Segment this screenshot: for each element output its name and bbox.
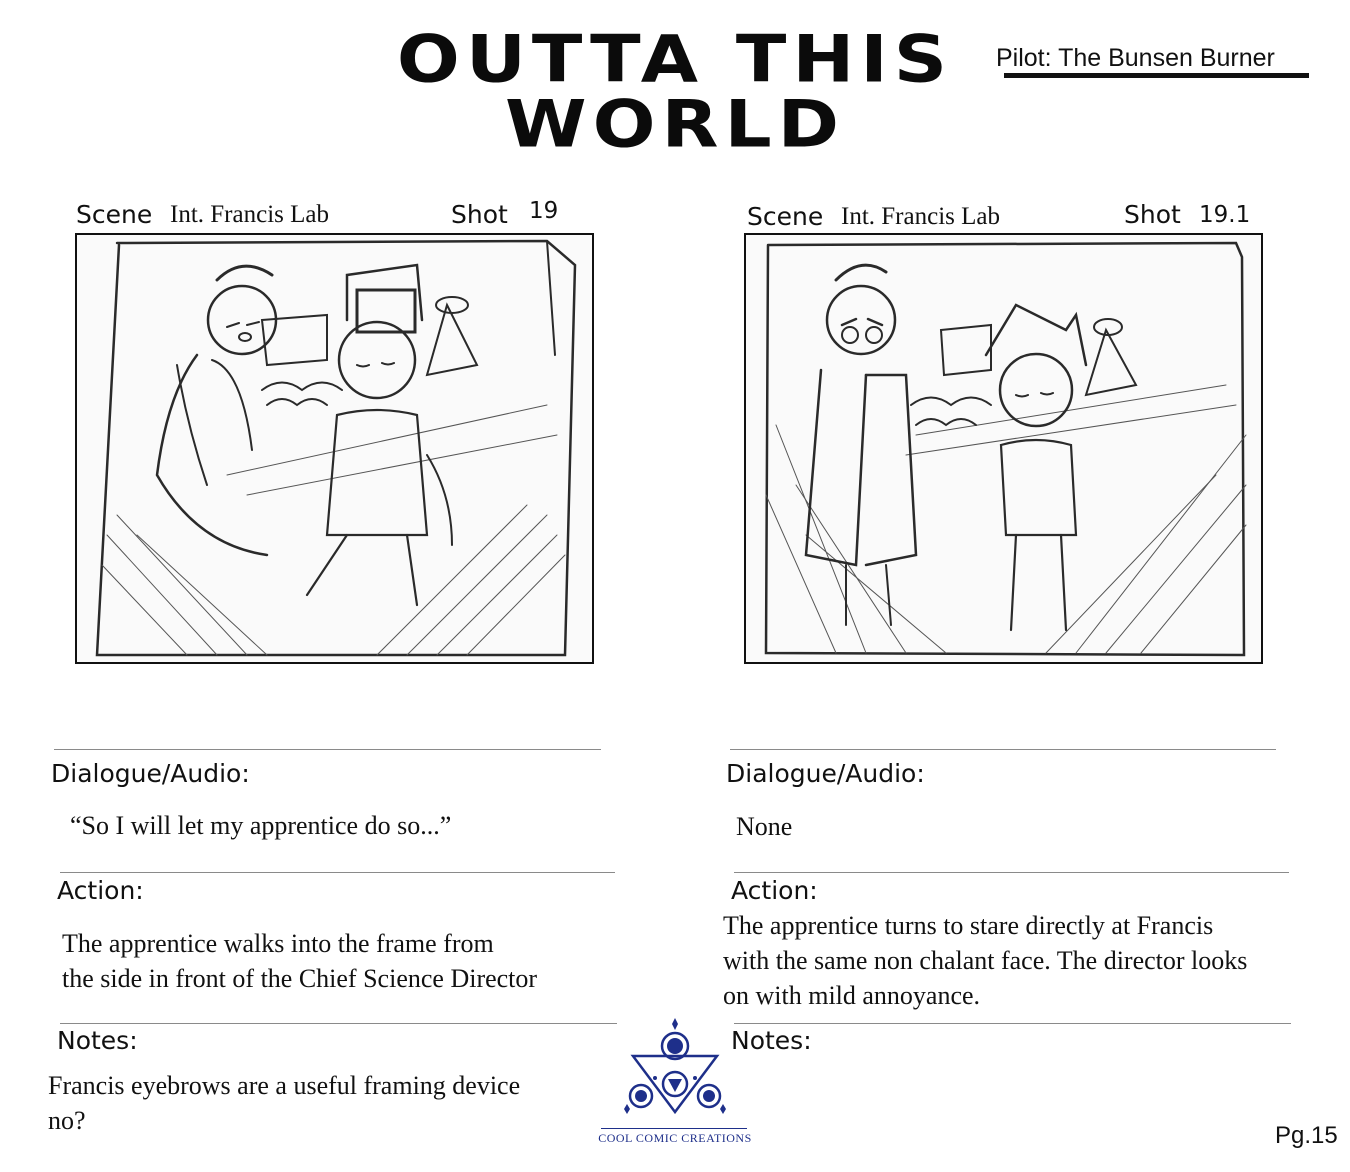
rule-action-left [60,872,615,873]
notes-text-left-2: no? [48,1106,86,1135]
rule-notes-right [734,1023,1291,1024]
action-text-left-1: The apprentice walks into the frame from [62,929,494,958]
sketch-right [746,235,1261,662]
scene-label-right: Scene [747,202,824,231]
action-text-right-2: with the same non chalant face. The director looks [723,946,1248,975]
shot-label-left: Shot [451,200,508,229]
title-line-2: WORLD [504,86,846,163]
comic-title [330,21,1020,163]
shot-value-left: 19 [529,198,559,224]
storyboard-panel-right [744,233,1263,664]
scene-value-left: Int. Francis Lab [170,201,329,228]
action-text-right-3: on with mild annoyance. [723,981,981,1010]
title-line-1: OUTTA THIS [396,21,954,98]
pilot-episode-label: Pilot: The Bunsen Burner [996,44,1275,72]
pilot-underline [1004,73,1309,78]
action-text-left-2: the side in front of the Chief Science Director [62,964,538,993]
storyboard-panel-left [75,233,594,664]
shot-label-right: Shot [1124,200,1181,229]
shot-value-right: 19.1 [1199,202,1251,228]
logo-underline [601,1128,747,1129]
rule-notes-left [60,1023,617,1024]
cool-comic-creations-logo [615,1016,735,1128]
dialogue-text-left: “So I will let my apprentice do so...” [70,811,452,840]
action-label-left: Action: [57,876,144,905]
notes-label-right: Notes: [731,1026,812,1055]
rule-dialogue-left [54,749,601,750]
scene-value-right: Int. Francis Lab [841,203,1000,230]
page-number: Pg.15 [1275,1122,1338,1149]
dialogue-label-left: Dialogue/Audio: [51,759,250,788]
scene-label-left: Scene [76,200,153,229]
logo-caption: COOL COMIC CREATIONS [598,1131,752,1145]
action-label-right: Action: [731,876,818,905]
notes-label-left: Notes: [57,1026,138,1055]
sketch-left [77,235,592,662]
action-text-right-1: The apprentice turns to stare directly at Francis [723,911,1214,940]
dialogue-text-right: None [736,812,793,841]
dialogue-label-right: Dialogue/Audio: [726,759,925,788]
rule-action-right [734,872,1289,873]
rule-dialogue-right [730,749,1276,750]
logo-mark-icon [615,1016,735,1128]
notes-text-left-1: Francis eyebrows are a useful framing device [48,1071,521,1100]
